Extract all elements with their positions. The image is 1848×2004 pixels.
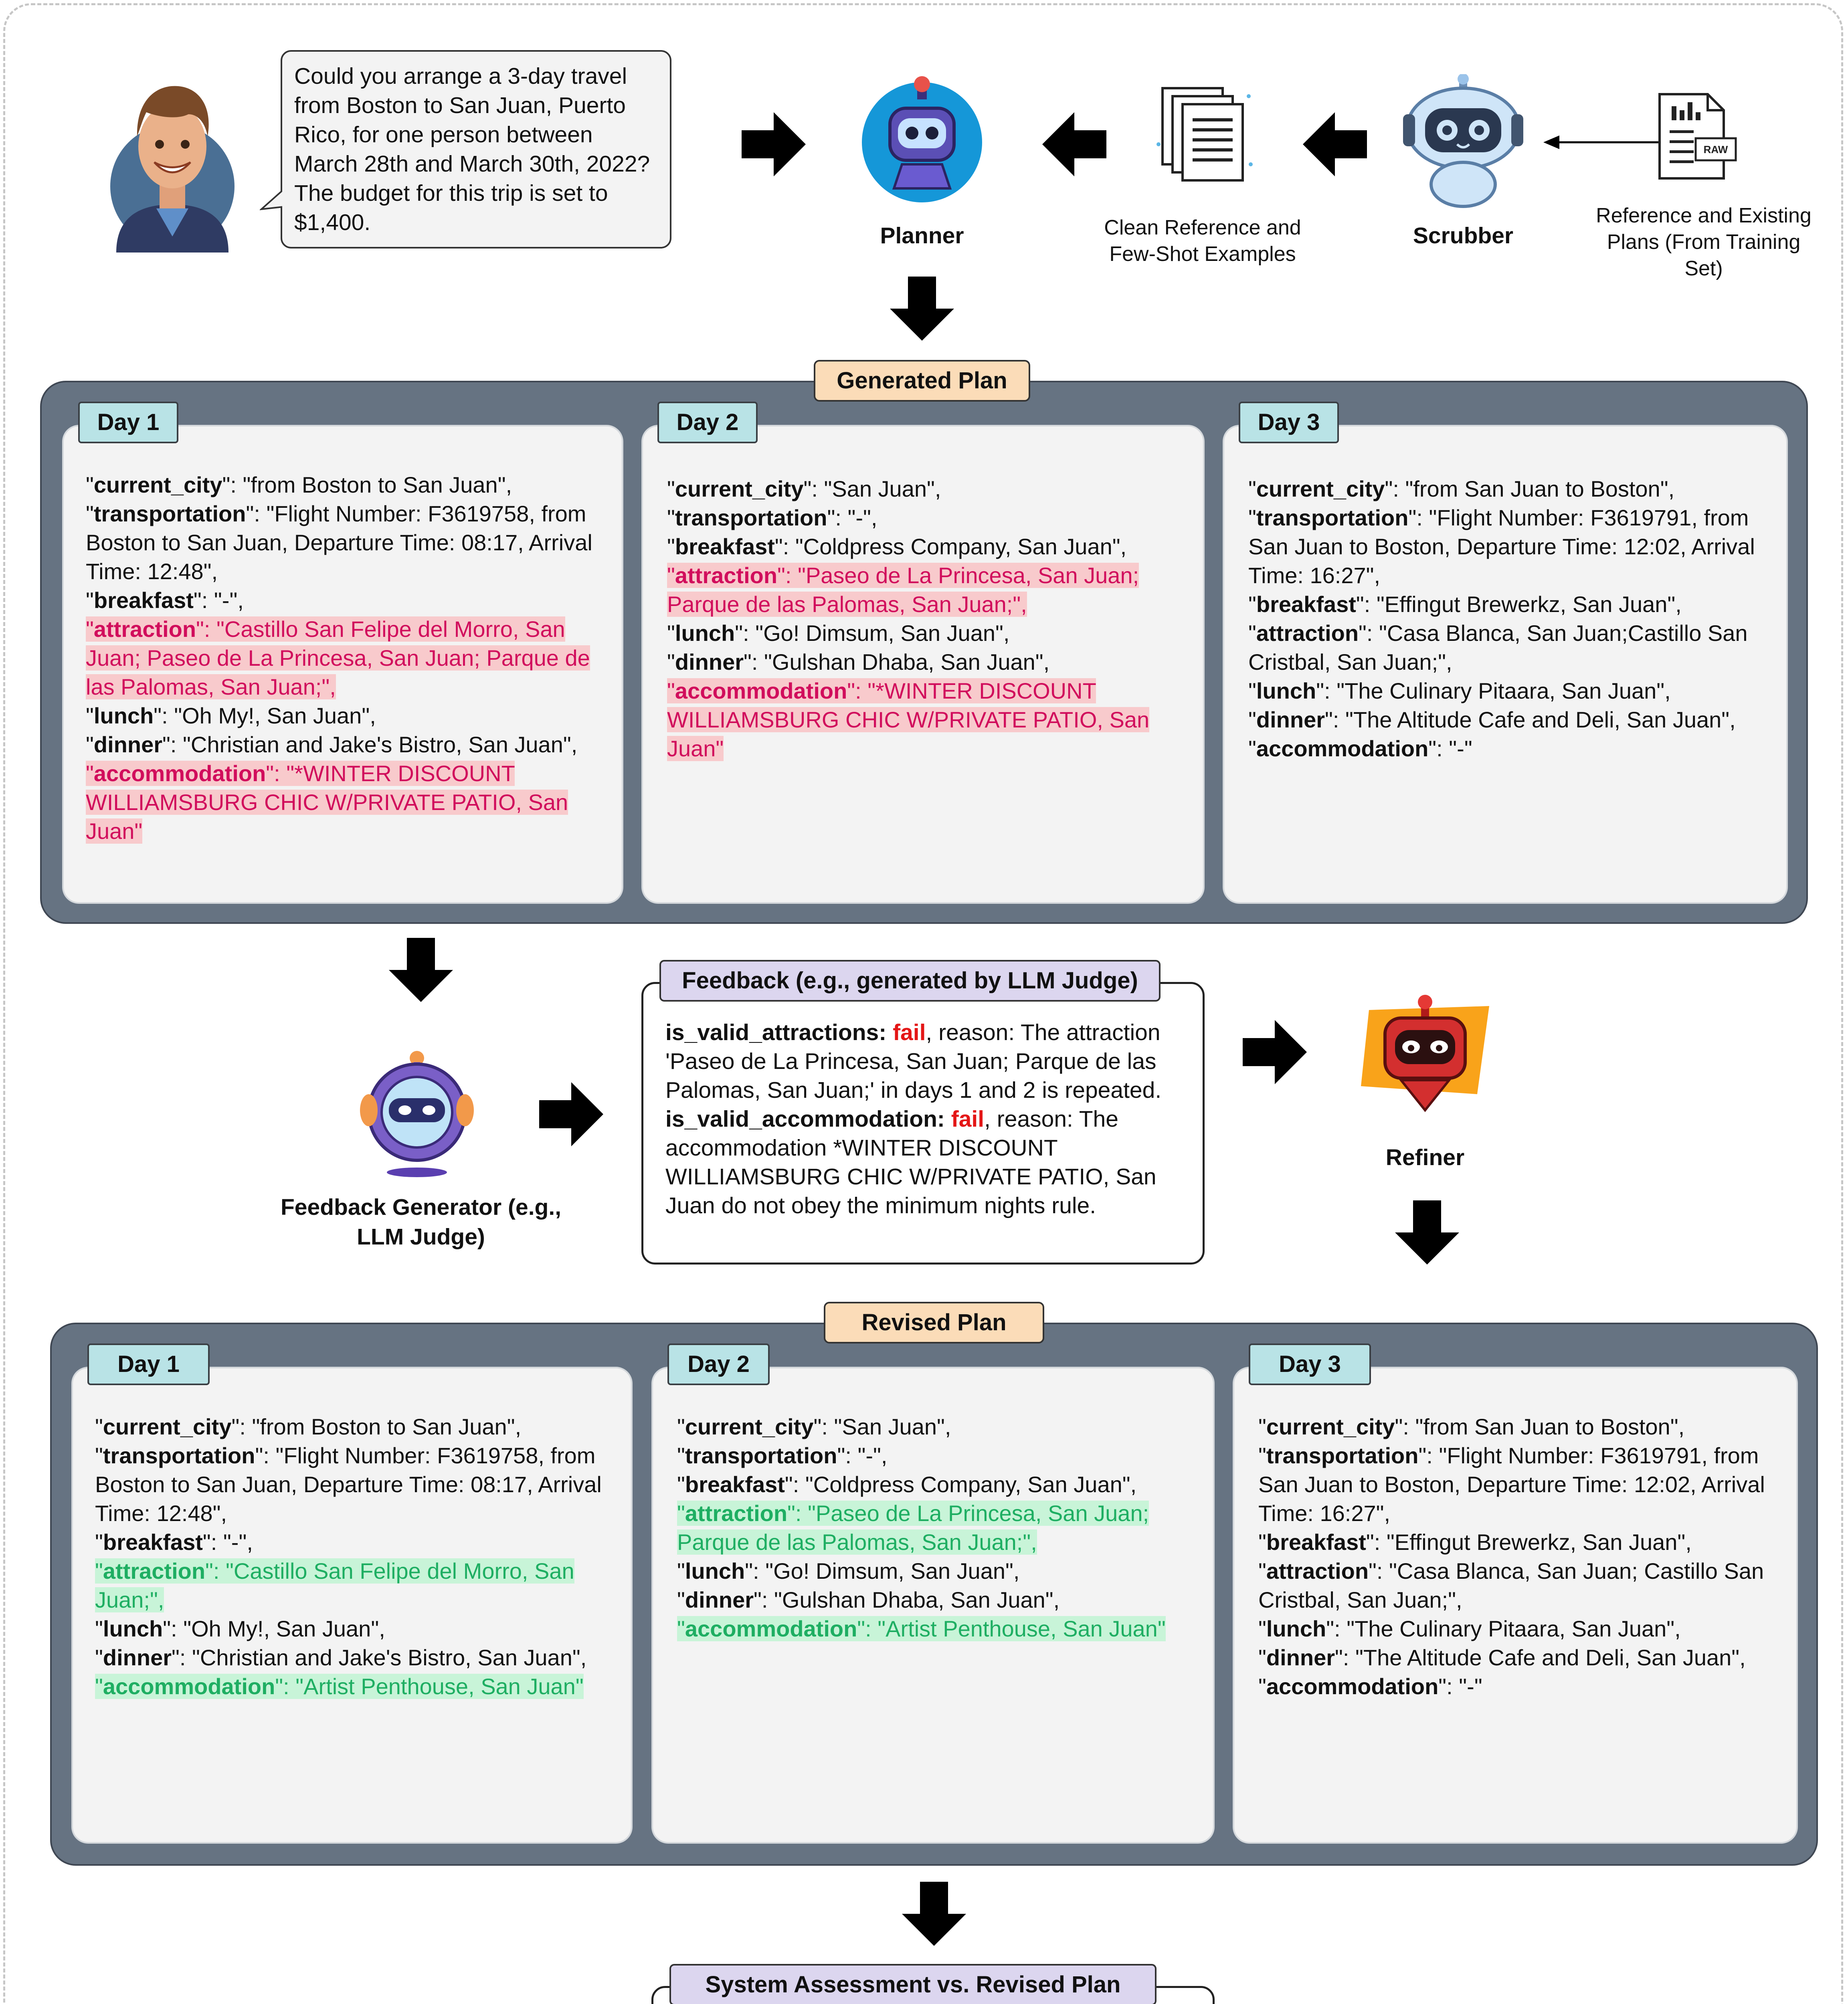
current-city-value: "from Boston to San Juan", (243, 472, 512, 497)
error-attraction: "attraction": "Paseo de La Princesa, San Juan; Parque de las Palomas, San Juan;", (667, 563, 1139, 617)
scrubber-robot-icon (1399, 74, 1527, 210)
revised-day-2-card (651, 1367, 1215, 1844)
feedback-attractions-reason: , reason: The attraction 'Paseo de La Princesa, San Juan; Parque de las Palomas, San Juan;' in days 1 and 2 is repeated. (665, 1020, 1162, 1103)
error-accommodation: "accommodation": "*WINTER DISCOUNT WILLIAMSBURG CHIC W/PRIVATE PATIO, San Juan" (86, 761, 568, 844)
feedback-content (665, 1018, 1187, 1220)
generated-plan-title: Generated Plan (814, 360, 1030, 402)
generated-day-2-card (641, 425, 1205, 904)
revised-day-3-content: "current_city": "from San Juan to Boston", "transportation": "Flight Number: F3619791, from San Juan to Boston, Departure Time: 12:02, Arrival Time: 16:27", "breakfast": "Effingut Brewerkz, San Juan", "attraction": "Casa Blanca, San Juan; Castillo San Cristbal, San Juan;", "lunch": "The Culinary Pitaara, San Juan", "dinner": "The Altitude Cafe and Deli, San Juan", "accommodation": "-" (1258, 1414, 1765, 1699)
planner-robot-icon (858, 72, 986, 208)
revised-day-3-tab: Day 3 (1249, 1343, 1371, 1385)
arrow-right-icon (742, 112, 806, 176)
feedback-generator-label: Feedback Generator (e.g., LLM Judge) (280, 1194, 562, 1250)
fixed-attraction: "attraction": "Paseo de La Princesa, San Juan; Parque de las Palomas, San Juan;", (677, 1501, 1149, 1555)
arrow-left-icon (1042, 112, 1106, 176)
error-attraction: "attraction": "Castillo San Felipe del Morro, San Juan; Paseo de La Princesa, San Juan; Parque de las Palomas, San Juan;", (86, 616, 590, 699)
feedback-accommodation-key: is_valid_accommodation: (665, 1106, 945, 1132)
feedback-attractions-status: fail (893, 1020, 926, 1045)
generated-day-2-tab: Day 2 (657, 402, 758, 443)
error-accommodation: "accommodation": "*WINTER DISCOUNT WILLIAMSBURG CHIC W/PRIVATE PATIO, San Juan" (667, 678, 1150, 761)
bubble-tail (260, 188, 285, 216)
generated-day-3-content: "current_city": "from San Juan to Boston", "transportation": "Flight Number: F3619791, from San Juan to Boston, Departure Time: 12:02, Arrival Time: 16:27", "breakfast": "Effingut Brewerkz, San Juan", "attraction": "Casa Blanca, San Juan;Castillo San Cristbal, San Juan;", "lunch": "The Culinary Pitaara, San Juan", "dinner": "The Altitude Cafe and Deli, San Juan", "accommodation": "-" (1248, 476, 1755, 761)
generated-day-2-content: "current_city": "San Juan", "transportation": "-", "breakfast": "Coldpress Company, San Juan", "attraction": "Paseo de La Princesa, San Juan; Parque de las Palomas, San Juan;", "lunch": "Go! Dimsum, San Juan", "dinner": "Gulshan Dhaba, San Juan", "accommodation": "*WINTER DISCOUNT WILLIAMSBURG CHIC W/PRIVATE PATIO, San Juan" (667, 476, 1150, 761)
feedback-attractions-key: is_valid_attractions: (665, 1020, 887, 1045)
arrow-left-icon (1303, 112, 1367, 176)
raw-tag: RAW (1703, 143, 1728, 156)
fixed-accommodation: "accommodation": "Artist Penthouse, San Juan" (677, 1616, 1166, 1641)
generated-day-1-card (62, 425, 623, 904)
transportation-value: "Flight Number: F3619758, from Boston to San Juan, Departure Time: 08:17, Arrival Time: 12:48", (86, 501, 592, 584)
planner-label: Planner (880, 223, 964, 248)
breakfast-value: "-", (214, 588, 244, 613)
user-query-bubble (281, 50, 671, 248)
arrow-right-icon (1243, 1020, 1307, 1084)
feedback-box (641, 982, 1205, 1265)
dinner-value: "Christian and Jake's Bistro, San Juan", (183, 732, 578, 757)
feedback-generator-robot-icon (357, 1046, 477, 1178)
reference-existing-label: Reference and Existing Plans (From Training Set) (1596, 204, 1812, 280)
arrow-down-icon (890, 277, 954, 341)
revised-day-2-content: "current_city": "San Juan", "transportation": "-", "breakfast": "Coldpress Company, San Juan", "attraction": "Paseo de La Princesa, San Juan; Parque de las Palomas, San Juan;", "lunch": "Go! Dimsum, San Juan", "dinner": "Gulshan Dhaba, San Juan", "accommodation": "Artist Penthouse, San Juan" (677, 1414, 1166, 1641)
feedback-accommodation-reason: , reason: The accommodation *WINTER DISCOUNT WILLIAMSBURG CHIC W/PRIVATE PATIO, San Juan do not obey the minimum nights rule. (665, 1106, 1157, 1218)
thin-arrow-left-icon (1543, 132, 1664, 152)
generated-day-1-content: "current_city": "from Boston to San Juan", "transportation": "Flight Number: F3619758, from Boston to San Juan, Departure Time: 08:17, Arrival Time: 12:48", "breakfast": "-", "attraction": "Castillo San Felipe del Morro, San Juan; Paseo de La Princesa, San Juan; Parque de las Palomas, San Juan;", "lunch": "Oh My!, San Juan", "dinner": "Christian and Jake's Bistro, San Juan", "accommodation": "*WINTER DISCOUNT WILLIAMSBURG CHIC W/PRIVATE PATIO, San Juan" (86, 472, 592, 844)
user-query-text: Could you arrange a 3-day travel from Boston to San Juan, Puerto Rico, for one person between March 28th and March 30th, 2022? The budget for this trip is set to $1,400. (294, 63, 650, 235)
revised-day-1-content: "current_city": "from Boston to San Juan", "transportation": "Flight Number: F3619758, from Boston to San Juan, Departure Time: 08:17, Arrival Time: 12:48", "breakfast": "-", "attraction": "Castillo San Felipe del Morro, San Juan;", "lunch": "Oh My!, San Juan", "dinner": "Christian and Jake's Bistro, San Juan", "accommodation": "Artist Penthouse, San Juan" (95, 1414, 602, 1699)
arrow-right-icon (539, 1082, 603, 1146)
arrow-down-icon (902, 1882, 966, 1946)
generated-day-3-card (1223, 425, 1788, 904)
revised-plan-title: Revised Plan (824, 1302, 1044, 1343)
scrubber-label: Scrubber (1413, 223, 1514, 248)
feedback-accommodation-status: fail (951, 1106, 985, 1132)
revised-day-2-tab: Day 2 (667, 1343, 770, 1385)
raw-document-icon (1656, 90, 1740, 182)
generated-day-3-tab: Day 3 (1239, 402, 1339, 443)
revised-day-1-tab: Day 1 (87, 1343, 210, 1385)
fixed-accommodation: "accommodation": "Artist Penthouse, San Juan" (95, 1674, 584, 1699)
documents-icon (1154, 84, 1255, 184)
lunch-value: "Oh My!, San Juan", (174, 703, 376, 728)
arrow-down-icon (1395, 1200, 1459, 1265)
generated-day-1-tab: Day 1 (78, 402, 178, 443)
refiner-label: Refiner (1385, 1145, 1465, 1170)
revised-day-3-card (1233, 1367, 1798, 1844)
user-avatar-icon (108, 76, 237, 253)
clean-reference-label: Clean Reference and Few-Shot Examples (1104, 216, 1301, 266)
fixed-attraction: "attraction": "Castillo San Felipe del Morro, San Juan;", (95, 1558, 574, 1612)
feedback-title: Feedback (e.g., generated by LLM Judge) (659, 960, 1161, 1002)
arrow-down-icon (389, 938, 453, 1002)
refiner-robot-icon (1353, 990, 1497, 1134)
assessment-title: System Assessment vs. Revised Plan (669, 1964, 1157, 2004)
revised-day-1-card (71, 1367, 633, 1844)
